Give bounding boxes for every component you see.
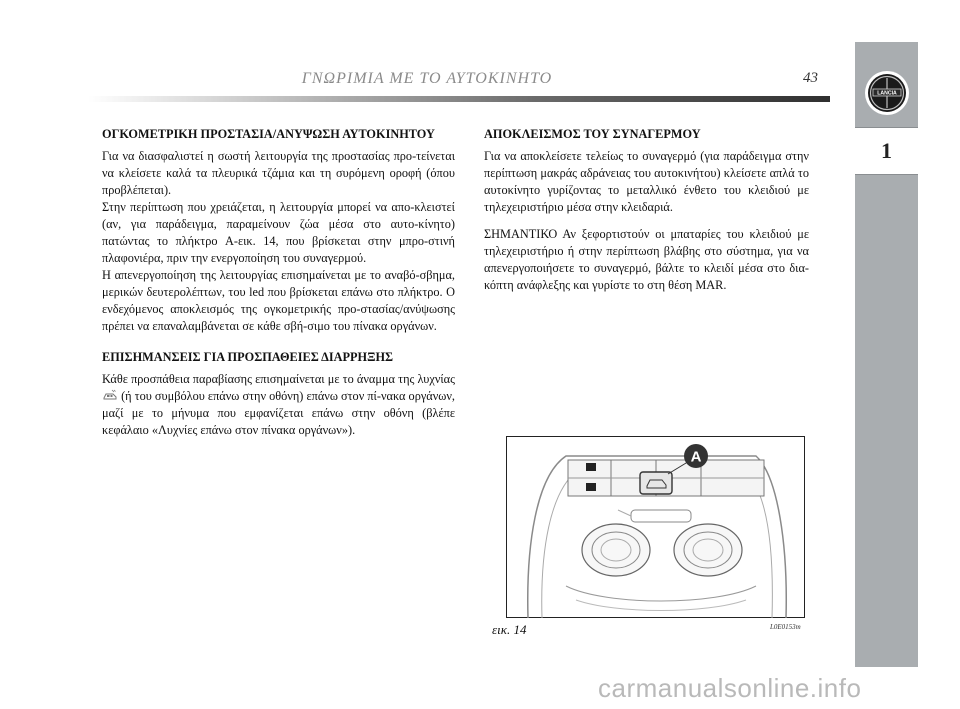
switch-icon [586,463,596,471]
page-number: 43 [803,70,818,86]
alarm-warning-lamp-icon [102,389,118,401]
paragraph: Για να διασφαλιστεί η σωστή λειτουργία της προστασίας προ-τείνεται να κλείσετε καλά τα πλευρικά τζάμια και τη συρόμενη οροφή (όπου προβλέπεται). [102,149,455,197]
roof-console-figure [506,436,805,618]
paragraph-with-icon [102,371,455,439]
running-header-title: ΓΝΩΡΙΜΙΑ ΜΕ ΤΟ ΑΥΤΟΚΙΝΗΤΟ [301,70,553,87]
paragraph-text-before-icon: Κάθε προσπάθεια παραβίασης επισημαίνεται με το άναμμα της λυχνίας [102,372,455,386]
chapter-number: 1 [881,138,892,163]
paragraph-text-after-icon: (ή του συμβόλου επάνω στην οθόνη) επάνω στον πί-νακα οργάνων, μαζί με το μήνυμα που εμφανίζεται επάνω στην οθόνη (βλέπε κεφάλαιο «Λυχνίες επάνω στον πίνακα οργάνων»). [102,389,456,437]
header-rule [88,96,830,102]
right-column [484,126,809,294]
paragraph: ΣΗΜΑΝΤΙΚΟ Αν ξεφορτιστούν οι μπαταρίες του κλειδιού με τηλεχειριστήριο ή στην περίπτωση βλάβης στο σύστημα, για να απενεργοποιήσετε το συναγερμό, βάλτε το κλειδί μέσα στο δια-κόπτη ανάφλεξης και γυρίστε το στη θέση MAR. [484,227,809,292]
section-heading-volumetric-protection: ΟΓΚΟΜΕΤΡΙΚΗ ΠΡΟΣΤΑΣΙΑ/ΑΝΥΨΩΣΗ ΑΥΤΟΚΙΝΗΤΟΥ [102,127,435,141]
paragraph: Για να αποκλείσετε τελείως το συναγερμό (για παράδειγμα στην περίπτωση μακράς αδράνειας του αυτοκινήτου) κλείσετε απλά το αυτοκίνητο γυρίζοντας το μεταλλικό ένθετο του κλειδιού με τηλεχειριστήριο μέσα στην κλειδαριά. [484,149,809,214]
marker-a-label: A [690,448,702,466]
figure-caption: εικ. 14 [492,622,527,637]
figure-code: L0E0153m [770,623,801,631]
section-heading-break-in-warnings: ΕΠΙΣΗΜΑΝΣΕΙΣ ΓΙΑ ΠΡΟΣΠΑΘΕΙΕΣ ΔΙΑΡΡΗΞΗΣ [102,350,394,364]
chapter-number-box [855,127,918,175]
switch-icon [586,483,596,491]
section-heading-alarm-exclusion: ΑΠΟΚΛΕΙΣΜΟΣ ΤΟΥ ΣΥΝΑΓΕΡΜΟΥ [484,127,701,141]
logo-text: LANCIA [877,90,897,97]
paragraph: Στην περίπτωση που χρειάζεται, η λειτουργία μπορεί να απο-κλειστεί (αν, για παράδειγμα, παραμείνουν ζώα μέσα στο αυτο-κίνητο) πατώντας το πλήκτρο A-εικ. 14, που βρίσκεται στην μπρο-στινή πλαφονιέρα, πριν την ενεργοποίηση του συναγερμού. [102,200,455,265]
lancia-logo-icon [864,70,910,116]
paragraph: Η απενεργοποίηση της λειτουργίας επισημαίνεται με το αναβό-σβημα, μερικών δευτερολέπτων, του led που βρίσκεται επάνω στο πλήκτρο. Ο ενδεχόμενος αποκλεισμός της ογκομετρικής προ-στασίας/ανύψωσης πρέπει να επαναλαμβάνεται σε κάθε σβή-σιμο του πίνακα οργάνων. [102,268,455,333]
left-column [102,126,455,439]
volumetric-protection-button [640,472,672,494]
watermark: carmanualsonline.info [598,673,862,703]
